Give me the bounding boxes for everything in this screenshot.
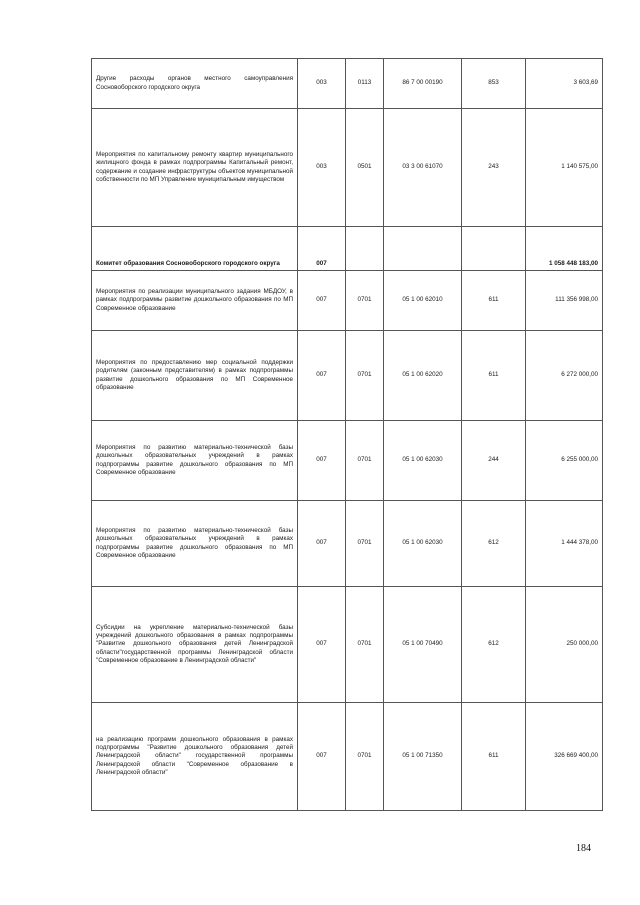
row-expense-type: 611 [462,703,526,811]
row-description: Мероприятия по реализации муниципального задания МБДОУ, в рамках подпрограммы развитие дошкольного образования по МП Современное образование [92,271,298,331]
row-amount: 6 272 000,00 [526,331,603,421]
table-row [92,703,603,811]
row-section-code: 0701 [346,703,384,811]
row-description: Мероприятия по предоставлению мер социальной поддержки родителям (законным представителям) в рамках подпрограммы развитие дошкольного образования по МП Современное образование [92,331,298,421]
row-expense-type: 611 [462,331,526,421]
table-row [92,227,603,271]
row-ved-code: 007 [298,271,346,331]
row-expense-type: 243 [462,109,526,227]
row-description: Мероприятия по развитию материально-технической базы дошкольных образовательных учреждений в рамках подпрограммы развитие дошкольного образования по МП Современное образование [92,421,298,501]
row-description: Субсидии на укрепление материально-технической базы учреждений дошкольного образования в рамках подпрограммы "Развитие дошкольного образования детей Ленинградской области"государственной программы Ленинградской области "Современное образование в Ленинградской области" [92,587,298,703]
row-amount: 1 058 448 183,00 [526,227,603,271]
row-amount: 1 444 378,00 [526,501,603,587]
table-row [92,331,603,421]
row-amount: 111 356 998,00 [526,271,603,331]
row-section-code [346,227,384,271]
row-section-code: 0701 [346,501,384,587]
row-section-code: 0701 [346,331,384,421]
page-number: 184 [576,843,591,854]
row-target-article: 05 1 00 62010 [384,271,462,331]
budget-table-body [92,59,603,811]
row-ved-code: 007 [298,227,346,271]
row-target-article: 86 7 00 00190 [384,59,462,109]
row-ved-code: 007 [298,587,346,703]
row-target-article: 05 1 00 62030 [384,501,462,587]
row-amount: 326 669 400,00 [526,703,603,811]
row-ved-code: 007 [298,703,346,811]
row-description: Комитет образования Сосновоборского городского округа [92,227,298,271]
row-section-code: 0701 [346,271,384,331]
row-expense-type: 244 [462,421,526,501]
row-description: Мероприятия по развитию материально-технической базы дошкольных образовательных учреждений в рамках подпрограммы развитие дошкольного образования по МП Современное образование [92,501,298,587]
table-row [92,109,603,227]
row-expense-type: 611 [462,271,526,331]
table-row [92,587,603,703]
row-target-article [384,227,462,271]
row-expense-type: 853 [462,59,526,109]
budget-table [91,58,603,811]
row-target-article: 05 1 00 70490 [384,587,462,703]
row-ved-code: 007 [298,501,346,587]
row-expense-type: 612 [462,501,526,587]
row-target-article: 05 1 00 71350 [384,703,462,811]
row-expense-type [462,227,526,271]
table-row [92,59,603,109]
row-section-code: 0701 [346,587,384,703]
row-description: Другие расходы органов местного самоуправления Сосновоборского городского округа [92,59,298,109]
row-expense-type: 612 [462,587,526,703]
row-target-article: 05 1 00 62030 [384,421,462,501]
row-description: на реализацию программ дошкольного образования в рамках подпрограммы "Развитие дошкольного образования детей Ленинградской области" государственной программы Ленинградской области "Современное образование в Ленинградской области" [92,703,298,811]
row-section-code: 0113 [346,59,384,109]
row-ved-code: 007 [298,421,346,501]
row-section-code: 0701 [346,421,384,501]
row-amount: 3 603,69 [526,59,603,109]
row-ved-code: 003 [298,59,346,109]
row-target-article: 05 1 00 62020 [384,331,462,421]
row-description: Мероприятия по капитальному ремонту квартир муниципального жилищного фонда в рамках подпрограммы Капитальный ремонт, содержание и создание инфраструктуры объектов муниципальной собственности по МП Управление муниципальным имуществом [92,109,298,227]
row-ved-code: 003 [298,109,346,227]
row-section-code: 0501 [346,109,384,227]
row-ved-code: 007 [298,331,346,421]
table-row [92,501,603,587]
table-row [92,271,603,331]
row-amount: 1 140 575,00 [526,109,603,227]
row-target-article: 03 3 00 61070 [384,109,462,227]
table-row [92,421,603,501]
row-amount: 250 000,00 [526,587,603,703]
row-amount: 6 255 000,00 [526,421,603,501]
